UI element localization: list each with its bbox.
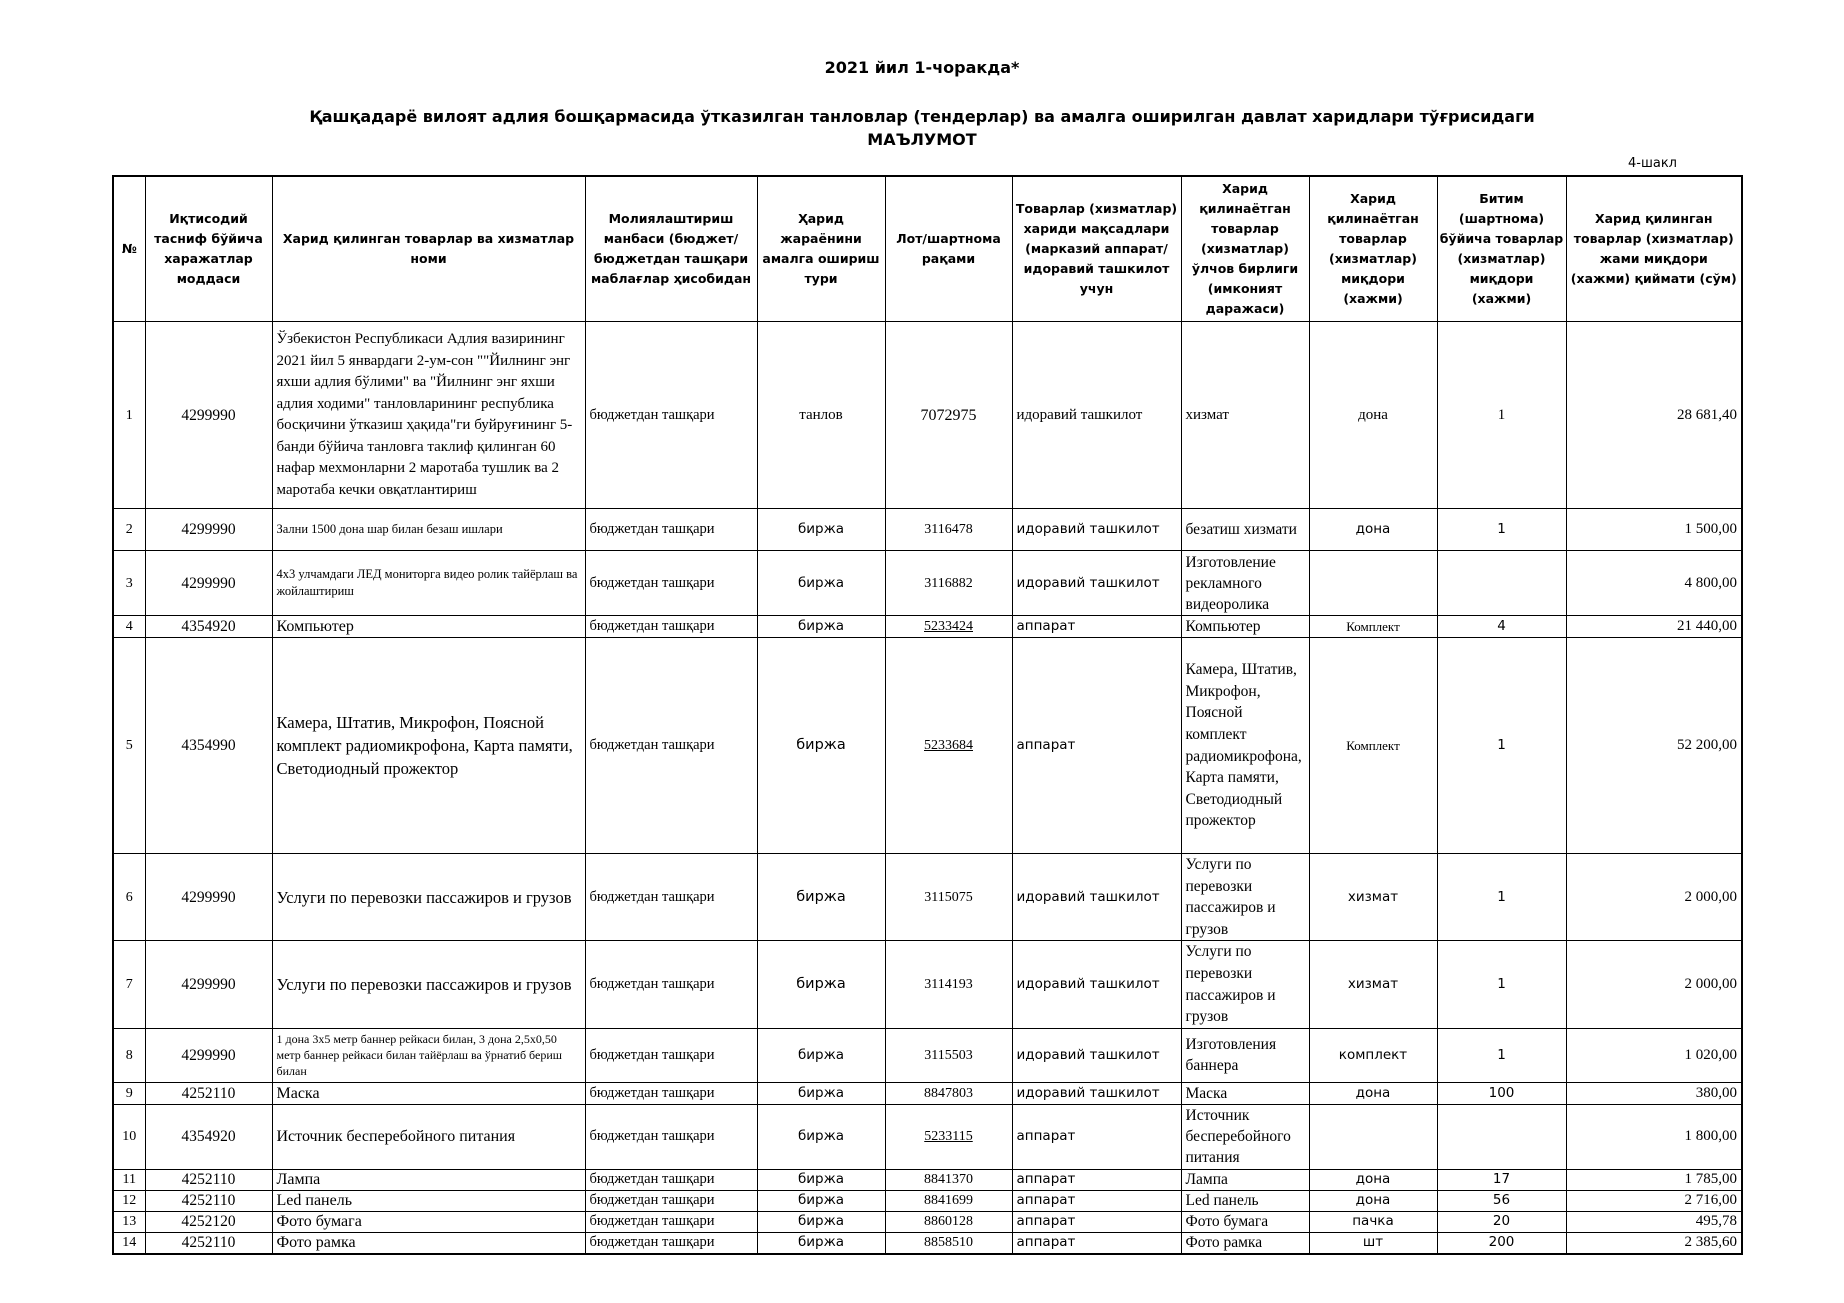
table-row (113, 638, 1742, 854)
cell-total-cost: 1 500,00 (1566, 509, 1742, 551)
cell-total-cost: 21 440,00 (1566, 616, 1742, 638)
cell-procurement-type: биржа (757, 854, 885, 941)
table-header-row (113, 176, 1742, 322)
cell-funding-source: бюджетдан ташқари (585, 1190, 757, 1211)
column-header-unit: Харид қилинаётган товарлар (хизматлар) ўлчов бирлиги (имконият даражаси) (1181, 176, 1309, 322)
cell-contract-quantity: 1 (1437, 854, 1566, 941)
cell-economic-code: 4299990 (145, 941, 272, 1028)
cell-economic-code: 4354990 (145, 638, 272, 854)
cell-quantity (1309, 551, 1437, 616)
cell-procurement-type: биржа (757, 551, 885, 616)
cell-funding-source: бюджетдан ташқари (585, 854, 757, 941)
cell-no: 14 (113, 1232, 145, 1254)
cell-lot-number: 5233424 (885, 616, 1012, 638)
cell-contract-quantity: 1 (1437, 1028, 1566, 1082)
cell-procurement-type: биржа (757, 1082, 885, 1104)
cell-quantity: хизмат (1309, 854, 1437, 941)
cell-purpose: идоравий ташкилот (1012, 322, 1181, 509)
cell-item-name: 4х3 улчамдаги ЛЕД мониторга видео ролик тайёрлаш ва жойлаштириш (272, 551, 585, 616)
cell-no: 1 (113, 322, 145, 509)
cell-lot-number: 8847803 (885, 1082, 1012, 1104)
cell-total-cost: 1 785,00 (1566, 1169, 1742, 1190)
cell-contract-quantity (1437, 1104, 1566, 1169)
cell-unit: Лампа (1181, 1169, 1309, 1190)
report-period: 2021 йил 1-чоракда* (824, 58, 1020, 77)
table-row (113, 1028, 1742, 1082)
cell-unit: Компьютер (1181, 616, 1309, 638)
cell-total-cost: 2 385,60 (1566, 1232, 1742, 1254)
cell-unit: Фото рамка (1181, 1232, 1309, 1254)
report-subtitle: МАЪЛУМОТ (867, 130, 977, 149)
cell-purpose: идоравий ташкилот (1012, 1082, 1181, 1104)
column-header-lot-number: Лот/шартнома рақами (885, 176, 1012, 322)
cell-purpose: идоравий ташкилот (1012, 509, 1181, 551)
cell-unit: безатиш хизмати (1181, 509, 1309, 551)
cell-procurement-type: биржа (757, 616, 885, 638)
cell-contract-quantity: 17 (1437, 1169, 1566, 1190)
cell-unit: Изготовление рекламного видеоролика (1181, 551, 1309, 616)
cell-item-name: Фото бумага (272, 1211, 585, 1232)
cell-funding-source: бюджетдан ташқари (585, 1028, 757, 1082)
cell-purpose: аппарат (1012, 1190, 1181, 1211)
cell-purpose: аппарат (1012, 616, 1181, 638)
column-header-quantity: Харид қилинаётган товарлар (хизматлар) миқдори (хажми) (1309, 176, 1437, 322)
cell-item-name: Источник бесперебойного питания (272, 1104, 585, 1169)
cell-economic-code: 4299990 (145, 322, 272, 509)
cell-contract-quantity: 200 (1437, 1232, 1566, 1254)
table-row (113, 854, 1742, 941)
table-row (113, 322, 1742, 509)
cell-total-cost: 2 000,00 (1566, 941, 1742, 1028)
cell-economic-code: 4299990 (145, 854, 272, 941)
cell-economic-code: 4354920 (145, 616, 272, 638)
procurement-table (112, 175, 1743, 1255)
table-row (113, 1169, 1742, 1190)
cell-economic-code: 4252110 (145, 1232, 272, 1254)
cell-quantity: хизмат (1309, 941, 1437, 1028)
cell-quantity (1309, 1104, 1437, 1169)
cell-unit: Маска (1181, 1082, 1309, 1104)
table-row (113, 1104, 1742, 1169)
cell-contract-quantity: 4 (1437, 616, 1566, 638)
cell-funding-source: бюджетдан ташқари (585, 509, 757, 551)
cell-economic-code: 4252110 (145, 1190, 272, 1211)
cell-quantity: дона (1309, 509, 1437, 551)
report-title: Қашқадарё вилоят адлия бошқармасида ўтказилган танловлар (тендерлар) ва амалга оширилган давлат харидлари тўғрисидаги (309, 107, 1535, 126)
cell-lot-number: 5233684 (885, 638, 1012, 854)
table-row (113, 1082, 1742, 1104)
cell-lot-number: 3114193 (885, 941, 1012, 1028)
cell-no: 6 (113, 854, 145, 941)
table-row (113, 941, 1742, 1028)
cell-funding-source: бюджетдан ташқари (585, 941, 757, 1028)
cell-no: 4 (113, 616, 145, 638)
cell-item-name: Led панель (272, 1190, 585, 1211)
cell-contract-quantity: 1 (1437, 322, 1566, 509)
cell-quantity: Комплект (1309, 616, 1437, 638)
column-header-purpose: Товарлар (хизматлар) хариди мақсадлари (марказий аппарат/идоравий ташкилот учун (1012, 176, 1181, 322)
cell-quantity: пачка (1309, 1211, 1437, 1232)
cell-contract-quantity (1437, 551, 1566, 616)
cell-no: 12 (113, 1190, 145, 1211)
cell-unit: Фото бумага (1181, 1211, 1309, 1232)
cell-quantity: комплект (1309, 1028, 1437, 1082)
cell-quantity: дона (1309, 1082, 1437, 1104)
cell-total-cost: 2 000,00 (1566, 854, 1742, 941)
table-row (113, 1232, 1742, 1254)
table-row (113, 1190, 1742, 1211)
cell-item-name: Компьютер (272, 616, 585, 638)
cell-total-cost: 1 800,00 (1566, 1104, 1742, 1169)
cell-procurement-type: биржа (757, 638, 885, 854)
cell-unit: Камера, Штатив, Микрофон, Поясной комплект радиомикрофона, Карта памяти, Светодиодный прожектор (1181, 638, 1309, 854)
column-header-no: № (113, 176, 145, 322)
cell-purpose: аппарат (1012, 638, 1181, 854)
form-number: 4-шакл (1628, 156, 1677, 171)
cell-economic-code: 4299990 (145, 1028, 272, 1082)
cell-no: 10 (113, 1104, 145, 1169)
cell-economic-code: 4252110 (145, 1169, 272, 1190)
column-header-contract-quantity: Битим (шартнома) бўйича товарлар (хизматлар) миқдори (хажми) (1437, 176, 1566, 322)
cell-no: 13 (113, 1211, 145, 1232)
cell-total-cost: 28 681,40 (1566, 322, 1742, 509)
cell-unit: хизмат (1181, 322, 1309, 509)
table-row (113, 616, 1742, 638)
cell-lot-number: 5233115 (885, 1104, 1012, 1169)
cell-contract-quantity: 1 (1437, 941, 1566, 1028)
cell-funding-source: бюджетдан ташқари (585, 616, 757, 638)
cell-total-cost: 495,78 (1566, 1211, 1742, 1232)
cell-lot-number: 8858510 (885, 1232, 1012, 1254)
cell-funding-source: бюджетдан ташқари (585, 1104, 757, 1169)
cell-lot-number: 8841699 (885, 1190, 1012, 1211)
cell-procurement-type: биржа (757, 1169, 885, 1190)
cell-purpose: идоравий ташкилот (1012, 854, 1181, 941)
cell-unit: Услуги по перевозки пассажиров и грузов (1181, 941, 1309, 1028)
cell-funding-source: бюджетдан ташқари (585, 1082, 757, 1104)
cell-lot-number: 3116882 (885, 551, 1012, 616)
cell-procurement-type: биржа (757, 1190, 885, 1211)
cell-no: 5 (113, 638, 145, 854)
cell-lot-number: 8841370 (885, 1169, 1012, 1190)
cell-unit: Led панель (1181, 1190, 1309, 1211)
cell-lot-number: 8860128 (885, 1211, 1012, 1232)
cell-contract-quantity: 1 (1437, 509, 1566, 551)
cell-lot-number: 3115075 (885, 854, 1012, 941)
cell-item-name: Ўзбекистон Республикаси Адлия вазирининг 2021 йил 5 январдаги 2-ум-сон ""Йилнинг энг яхши адлия бўлими" ва "Йилнинг энг яхши адлия ходими" танловларининг республика босқичини ўтказиш ҳақида"ги буйруғининг 5-банди бўйича танловга таклиф қилинган 60 нафар мехмонларни 2 маротаба тушлик ва 2 маротаба кечки овқатлантириш (272, 322, 585, 509)
cell-procurement-type: танлов (757, 322, 885, 509)
cell-economic-code: 4252110 (145, 1082, 272, 1104)
cell-item-name: Маска (272, 1082, 585, 1104)
cell-quantity: дона (1309, 1169, 1437, 1190)
cell-unit: Источник бесперебойного питания (1181, 1104, 1309, 1169)
cell-quantity: Комплект (1309, 638, 1437, 854)
cell-no: 7 (113, 941, 145, 1028)
cell-item-name: Зални 1500 дона шар билан безаш ишлари (272, 509, 585, 551)
cell-funding-source: бюджетдан ташқари (585, 1211, 757, 1232)
cell-contract-quantity: 20 (1437, 1211, 1566, 1232)
column-header-total-cost: Харид қилинган товарлар (хизматлар) жами миқдори (хажми) қиймати (сўм) (1566, 176, 1742, 322)
column-header-funding-source: Молиялаштириш манбаси (бюджет/бюджетдан ташқари маблағлар ҳисобидан (585, 176, 757, 322)
cell-no: 9 (113, 1082, 145, 1104)
cell-item-name: 1 дона 3х5 метр баннер рейкаси билан, 3 дона 2,5х0,50 метр баннер рейкаси билан тайёрлаш ва ўрнатиб бериш билан (272, 1028, 585, 1082)
cell-quantity: дона (1309, 322, 1437, 509)
cell-economic-code: 4299990 (145, 509, 272, 551)
cell-lot-number: 7072975 (885, 322, 1012, 509)
cell-lot-number: 3116478 (885, 509, 1012, 551)
cell-purpose: аппарат (1012, 1169, 1181, 1190)
column-header-economic-code: Иқтисодий тасниф бўйича харажатлар моддаси (145, 176, 272, 322)
cell-item-name: Услуги по перевозки пассажиров и грузов (272, 854, 585, 941)
cell-item-name: Фото рамка (272, 1232, 585, 1254)
cell-total-cost: 1 020,00 (1566, 1028, 1742, 1082)
cell-purpose: идоравий ташкилот (1012, 1028, 1181, 1082)
cell-contract-quantity: 1 (1437, 638, 1566, 854)
cell-total-cost: 2 716,00 (1566, 1190, 1742, 1211)
cell-total-cost: 4 800,00 (1566, 551, 1742, 616)
cell-item-name: Услуги по перевозки пассажиров и грузов (272, 941, 585, 1028)
cell-purpose: аппарат (1012, 1232, 1181, 1254)
cell-item-name: Камера, Штатив, Микрофон, Поясной комплект радиомикрофона, Карта памяти, Светодиодный прожектор (272, 638, 585, 854)
cell-funding-source: бюджетдан ташқари (585, 1169, 757, 1190)
cell-no: 11 (113, 1169, 145, 1190)
cell-quantity: дона (1309, 1190, 1437, 1211)
cell-economic-code: 4354920 (145, 1104, 272, 1169)
cell-no: 3 (113, 551, 145, 616)
cell-procurement-type: биржа (757, 1028, 885, 1082)
cell-funding-source: бюджетдан ташқари (585, 551, 757, 616)
cell-procurement-type: биржа (757, 509, 885, 551)
cell-unit: Изготовления баннера (1181, 1028, 1309, 1082)
cell-funding-source: бюджетдан ташқари (585, 322, 757, 509)
table-row (113, 509, 1742, 551)
cell-no: 8 (113, 1028, 145, 1082)
cell-purpose: аппарат (1012, 1104, 1181, 1169)
cell-contract-quantity: 100 (1437, 1082, 1566, 1104)
cell-funding-source: бюджетдан ташқари (585, 638, 757, 854)
cell-contract-quantity: 56 (1437, 1190, 1566, 1211)
cell-purpose: аппарат (1012, 1211, 1181, 1232)
cell-economic-code: 4299990 (145, 551, 272, 616)
cell-item-name: Лампа (272, 1169, 585, 1190)
table-row (113, 1211, 1742, 1232)
cell-procurement-type: биржа (757, 1211, 885, 1232)
cell-no: 2 (113, 509, 145, 551)
cell-purpose: идоравий ташкилот (1012, 551, 1181, 616)
cell-procurement-type: биржа (757, 1104, 885, 1169)
cell-procurement-type: биржа (757, 941, 885, 1028)
table-row (113, 551, 1742, 616)
cell-unit: Услуги по перевозки пассажиров и грузов (1181, 854, 1309, 941)
cell-quantity: шт (1309, 1232, 1437, 1254)
column-header-item-name: Харид қилинган товарлар ва хизматлар номи (272, 176, 585, 322)
column-header-procurement-type: Ҳарид жараёнини амалга ошириш тури (757, 176, 885, 322)
cell-total-cost: 52 200,00 (1566, 638, 1742, 854)
cell-purpose: идоравий ташкилот (1012, 941, 1181, 1028)
cell-economic-code: 4252120 (145, 1211, 272, 1232)
cell-total-cost: 380,00 (1566, 1082, 1742, 1104)
cell-procurement-type: биржа (757, 1232, 885, 1254)
cell-lot-number: 3115503 (885, 1028, 1012, 1082)
cell-funding-source: бюджетдан ташқари (585, 1232, 757, 1254)
